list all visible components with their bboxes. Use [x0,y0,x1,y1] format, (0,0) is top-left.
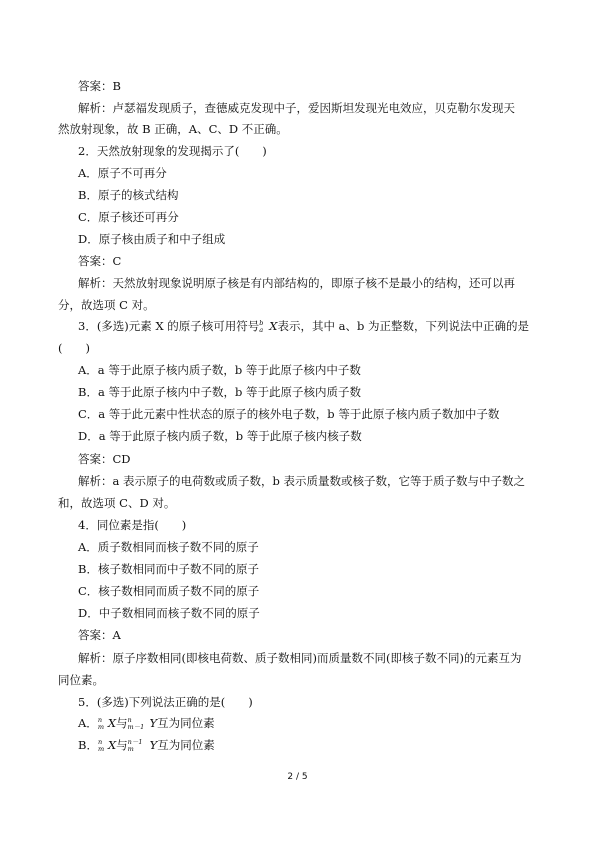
analysis-3-cont: 和，故选项 C、D 对。 [58,496,176,510]
q4-option-d: D．中子数相同而核子数不同的原子 [78,606,260,620]
answer-3: 答案：CD [78,452,131,466]
answer-4: 答案：A [78,628,121,642]
q2-option-c: C．原子核还可再分 [78,210,179,224]
analysis-3: 解析：a 表示原子的电荷数或质子数，b 表示质量数或核子数，它等于质子数与中子数之 [78,474,526,488]
question-3-text-2: 表示，其中 a、b 为正整数，下列说法中正确的是 [277,319,530,333]
q3-option-b: B．a 等于此原子核内中子数，b 等于此原子核内质子数 [78,385,361,399]
question-3-text: 3．(多选)元素 X 的原子核可用符号 [78,319,260,333]
question-3: 3．(多选)元素 X 的原子核可用符号 b a X表示，其中 a、b 为正整数，下列说法中正确的是 [78,319,530,334]
question-4: 4．同位素是指( ) [78,518,187,532]
analysis-2: 解析：天然放射现象说明原子核是有内部结构的，即原子核不是最小的结构，还可以再 [78,276,515,290]
q3-option-d: D．a 等于此原子核内质子数，b 等于此原子核内核子数 [78,429,362,443]
page-number: 2 / 5 [287,772,308,782]
analysis-1: 解析：卢瑟福发现质子，查德威克发现中子，爱因斯坦发现光电效应，贝克勒尔发现天 [78,101,515,115]
q2-option-b: B．原子的核式结构 [78,188,179,202]
q2-option-d: D．原子核由质子和中子组成 [78,232,226,246]
q5-option-a: A． n m X与 n m－1 Y互为同位素 [78,716,215,731]
analysis-1-cont: 然放射现象，故 B 正确，A、C、D 不正确。 [58,122,288,136]
question-2: 2．天然放射现象的发现揭示了( ) [78,144,267,158]
nuclide-symbol: b a [259,319,264,334]
nuclide-b1: n m [97,738,105,753]
answer-2: 答案：C [78,254,122,268]
nuclide-a1: n m [97,716,104,731]
q2-option-a: A．原子不可再分 [78,166,167,180]
analysis-2-cont: 分，故选项 C 对。 [58,298,155,312]
answer-1: 答案：B [78,79,121,93]
q4-option-c: C．核子数相同而质子数不同的原子 [78,584,260,598]
q3-option-a: A．a 等于此原子核内质子数，b 等于此原子核内中子数 [78,363,361,377]
analysis-4: 解析：原子序数相同(即核电荷数、质子数相同)而质量数不同(即核子数不同)的元素互为 [78,651,522,665]
q3-option-c: C．a 等于此元素中性状态的原子的核外电子数，b 等于此原子核内质子数加中子数 [78,407,500,421]
analysis-4-cont: 同位素。 [58,673,104,687]
q4-option-a: A．质子数相同而核子数不同的原子 [78,540,259,554]
question-3-blank: ( ) [58,341,90,355]
q4-option-b: B．核子数相同而中子数不同的原子 [78,562,259,576]
question-5: 5．(多选)下列说法正确的是( ) [78,695,253,709]
q5-option-b: B． n m X与 n－1 m Y互为同位素 [78,738,215,753]
nuclide-a2: n m－1 [127,716,145,731]
nuclide-b2: n－1 m [127,738,143,753]
